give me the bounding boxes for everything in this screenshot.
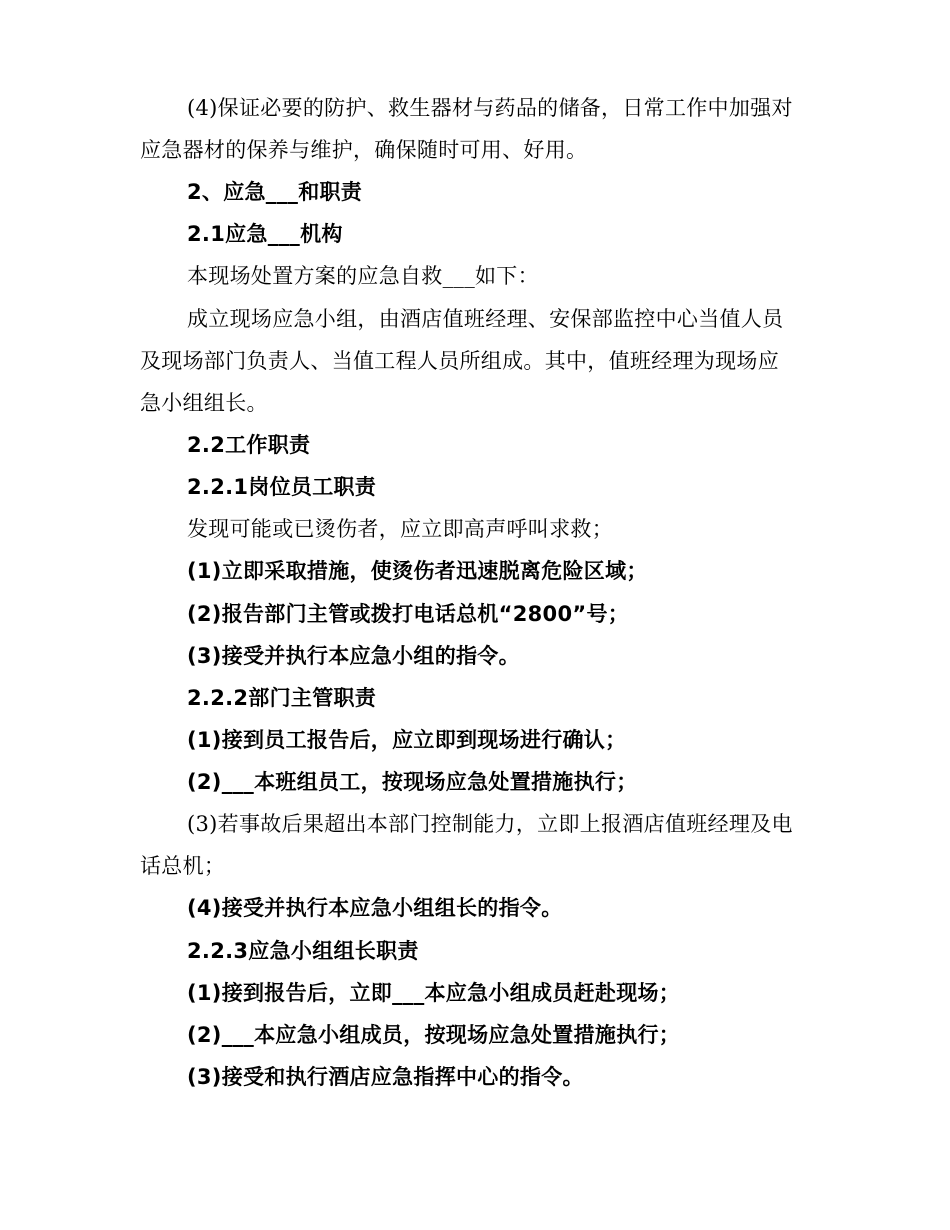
list-item: (1)接到员工报告后，应立即到现场进行确认；	[187, 728, 627, 752]
list-item: (2)报告部门主管或拨打电话总机“2800”号；	[187, 602, 630, 626]
paragraph-line: (4)保证必要的防护、救生器材与药品的储备，日常工作中加强对	[187, 96, 793, 120]
list-item: (3)接受和执行酒店应急指挥中心的指令。	[187, 1065, 584, 1089]
subsection-heading: 2.2工作职责	[187, 433, 311, 457]
paragraph-line: 本现场处置方案的应急自救___如下：	[187, 264, 539, 288]
paragraph-line: 及现场部门负责人、当值工程人员所组成。其中，值班经理为现场应	[140, 349, 779, 373]
subsection-heading: 2.2.1岗位员工职责	[187, 475, 377, 499]
list-item: (3)若事故后果超出本部门控制能力，立即上报酒店值班经理及电	[187, 812, 793, 836]
list-item: (1)立即采取措施，使烫伤者迅速脱离危险区域；	[187, 559, 648, 583]
section-heading: 2、应急___和职责	[187, 180, 363, 204]
list-item: (2)___本应急小组成员，按现场应急处置措施执行；	[187, 1023, 681, 1047]
paragraph-line: 急小组组长。	[140, 391, 268, 415]
list-item: (2)___本班组员工，按现场应急处置措施执行；	[187, 770, 638, 794]
paragraph-line: 应急器材的保养与维护，确保随时可用、好用。	[140, 138, 588, 162]
list-item: (3)接受并执行本应急小组的指令。	[187, 644, 520, 668]
list-item: (1)接到报告后，立即___本应急小组成员赶赴现场；	[187, 981, 681, 1005]
paragraph-line: 发现可能或已烫伤者，应立即高声呼叫求救；	[187, 517, 613, 541]
subsection-heading: 2.2.3应急小组组长职责	[187, 939, 419, 963]
list-item: (4)接受并执行本应急小组组长的指令。	[187, 896, 563, 920]
subsection-heading: 2.1应急___机构	[187, 222, 343, 246]
paragraph-line: 话总机；	[140, 854, 226, 878]
paragraph-line: 成立现场应急小组，由酒店值班经理、安保部监控中心当值人员	[187, 307, 784, 331]
subsection-heading: 2.2.2部门主管职责	[187, 686, 377, 710]
